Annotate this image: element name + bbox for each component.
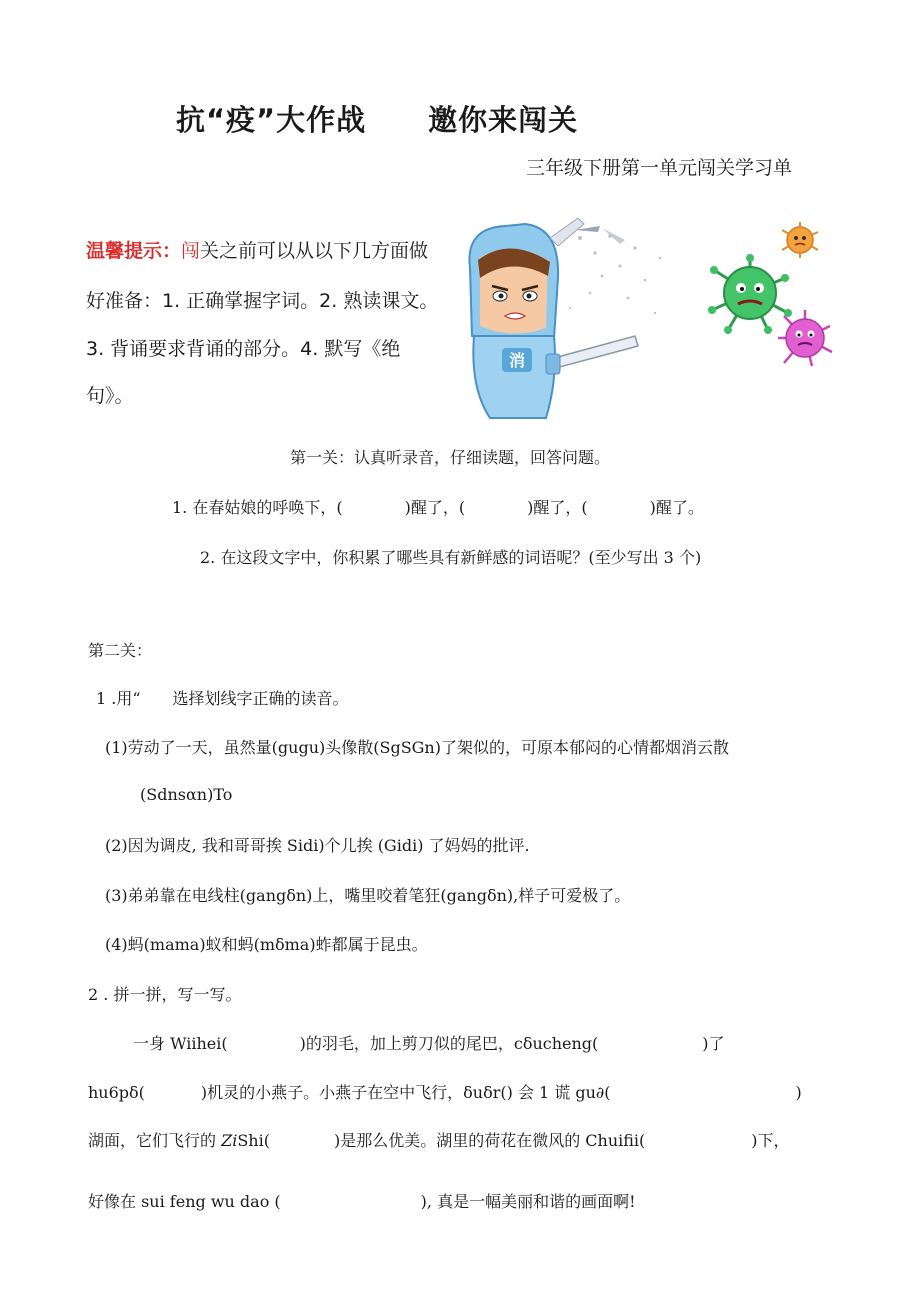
tip-label: 温馨提示：	[86, 240, 182, 262]
title-left: 抗“疫”大作战	[176, 103, 367, 137]
p2-part-a: hu6pδ(	[88, 1083, 145, 1102]
page-title	[176, 98, 578, 139]
p2-part-c: )	[795, 1083, 802, 1102]
virus-green-icon	[708, 254, 792, 334]
tip-line-3: 3. 背诵要求背诵的部分。4. 默写《绝	[86, 338, 401, 360]
p1-part-a: 一身 Wiihei(	[133, 1034, 228, 1053]
level1-heading: 第一关：认真听录音，仔细读题，回答问题。	[290, 448, 611, 467]
passage-line-3	[88, 1128, 790, 1151]
level2-section-2: 2 . 拼一拼，写一写。	[88, 985, 242, 1004]
pinyin-item-4: (4)蚂(mama)蚁和蚂(mδma)蚱都属于昆虫。	[105, 935, 428, 954]
p3-part-b: Shi(	[237, 1131, 270, 1150]
badge-char: 消	[508, 351, 526, 370]
p4-part-b: ), 真是一幅美丽和谐的画面啊!	[420, 1192, 636, 1211]
pinyin-item-2: (2)因为调皮, 我和哥哥挨 Sidi)个儿挨 (Gidi) 了妈妈的批评.	[105, 836, 530, 855]
q1-part-c: )醒了，(	[527, 498, 588, 517]
p3-part-a: 湖面，它们飞行的	[88, 1131, 222, 1150]
pinyin-item-1a: (1)劳动了一天，虽然量(gugu)头像散(SgSGn)了架似的，可原本郁闷的心情都烟消云散	[105, 738, 729, 757]
q1-part-b: )醒了，(	[404, 498, 466, 517]
tip-line-2: 好准备：1. 正确掌握字词。2. 熟读课文。	[86, 290, 439, 312]
page-subtitle: 三年级下册第一单元闯关学习单	[526, 157, 793, 179]
passage-line-4	[88, 1189, 636, 1212]
pinyin-item-3: (3)弟弟靠在电线柱(gangδn)上，嘴里咬着笔狂(gangδn),样子可爱极了。	[105, 886, 631, 905]
spray-mist-icon	[569, 226, 661, 314]
q1-part-d: )醒了。	[649, 498, 704, 517]
boy-character-icon	[469, 218, 638, 418]
passage-line-1	[133, 1031, 725, 1054]
p2-part-b: )机灵的小燕子。小燕子在空中飞行，δuδr() 会 1 谎 gu∂(	[200, 1083, 611, 1102]
virus-orange-icon	[782, 222, 818, 258]
p3-part-zi: Zi	[221, 1131, 238, 1150]
p1-part-b: )的羽毛，加上剪刀似的尾巴，cδucheng(	[299, 1034, 599, 1053]
passage-line-2	[88, 1080, 802, 1103]
level2-heading: 第二关：	[88, 641, 153, 660]
tip-line-1	[86, 236, 428, 263]
level2-section-1: 1 .用“ 选择划线字正确的读音。	[96, 689, 349, 708]
tip-text-1: 关之前可以从以下几方面做	[200, 240, 429, 262]
level1-question-1	[172, 495, 704, 518]
q1-part-a: 1. 在春姑娘的呼唤下，(	[172, 498, 343, 517]
p3-part-d: )下，	[751, 1131, 790, 1150]
p4-part-a: 好像在 sui feng wu dao (	[88, 1192, 281, 1211]
anti-virus-illustration	[450, 218, 850, 428]
pinyin-item-1b: (Sdnsαn)To	[140, 785, 233, 804]
tip-line-4: 句》。	[86, 385, 134, 407]
tip-label-tail: 闯	[181, 240, 201, 262]
virus-pink-icon	[778, 310, 832, 366]
level1-question-2: 2. 在这段文字中，你积累了哪些具有新鲜感的词语呢？(至少写出 3 个)	[200, 548, 702, 567]
p1-part-c: )了	[702, 1034, 725, 1053]
title-right: 邀你来闯关	[428, 103, 579, 137]
p3-part-c: )是那么优美。湖里的荷花在微风的 Chuifii(	[333, 1131, 646, 1150]
